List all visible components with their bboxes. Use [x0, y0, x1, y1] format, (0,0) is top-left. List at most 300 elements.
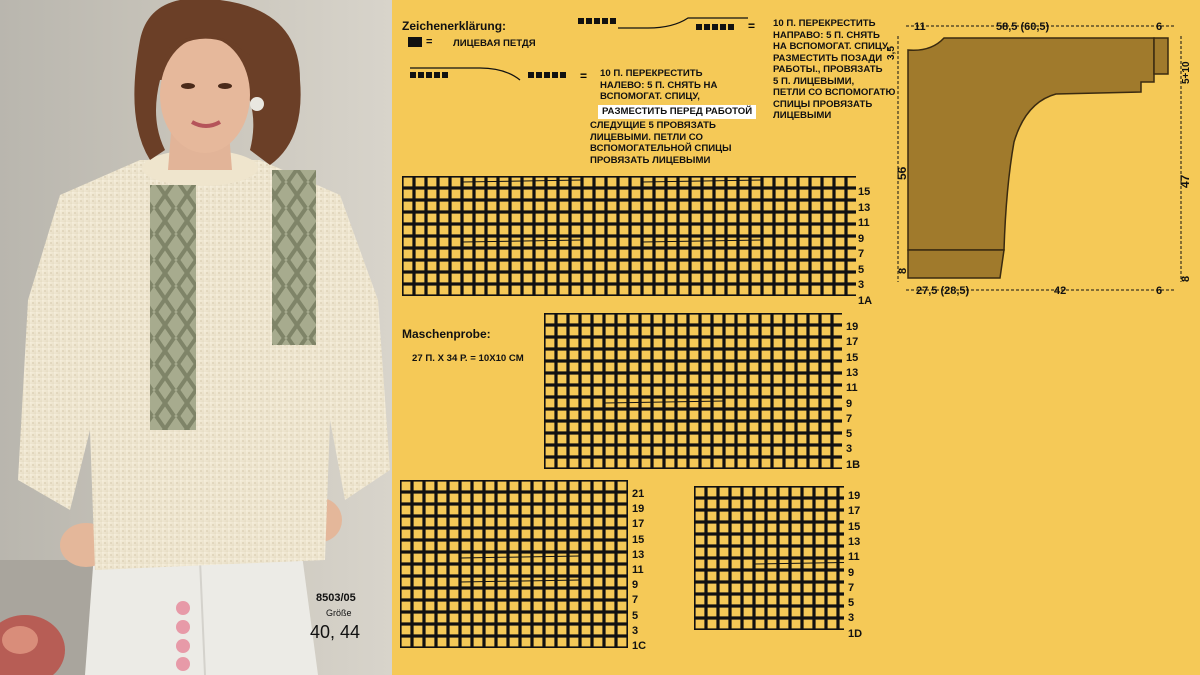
chart-cell — [582, 423, 591, 432]
chart-cell — [696, 608, 705, 617]
row-number: 3 — [632, 624, 639, 637]
chart-cell — [780, 608, 789, 617]
dim-left-bottom: 8 — [897, 267, 909, 274]
chart-cell — [680, 190, 689, 199]
chart-cell — [792, 512, 801, 521]
chart-cell — [452, 262, 461, 271]
chart-cell — [524, 190, 533, 199]
chart-cell — [732, 500, 741, 509]
chart-cell — [452, 274, 461, 283]
chart-cell — [690, 363, 699, 372]
chart-cell — [488, 226, 497, 235]
chart-cell — [438, 638, 447, 647]
chart-cell — [816, 560, 825, 569]
chart-cell — [810, 351, 819, 360]
chart-cell — [548, 190, 557, 199]
chart-cell — [768, 500, 777, 509]
chart-cell — [606, 339, 615, 348]
chart-cell — [738, 315, 747, 324]
chart-cell — [840, 548, 844, 557]
chart-cell — [546, 327, 555, 336]
chart-cell — [822, 447, 831, 456]
chart-cell — [570, 578, 579, 587]
chart-cell — [558, 626, 567, 635]
chart-cell — [654, 363, 663, 372]
chart-cell — [804, 536, 813, 545]
chart-cell — [716, 226, 725, 235]
chart-cell — [404, 238, 413, 247]
chart-cell — [792, 524, 801, 533]
chart-cell — [572, 286, 581, 295]
row-number: 19 — [846, 321, 859, 333]
chart-cell — [812, 190, 821, 199]
chart-cell — [534, 542, 543, 551]
chart-cell — [632, 238, 641, 247]
chart-cell — [474, 590, 483, 599]
chart-cell — [644, 286, 653, 295]
chart-cell — [476, 286, 485, 295]
chart-cell — [666, 327, 675, 336]
chart-cell — [594, 638, 603, 647]
chart-cell — [800, 250, 809, 259]
chart-cell — [836, 250, 845, 259]
chart-cell — [714, 435, 723, 444]
chart-cell — [816, 584, 825, 593]
chart-cell — [402, 638, 411, 647]
chart-cell — [426, 602, 435, 611]
chart-cell — [692, 262, 701, 271]
row-number: 3 — [846, 443, 853, 456]
chart-cell — [750, 411, 759, 420]
chart-cell — [546, 638, 555, 647]
chart-cell — [726, 375, 735, 384]
size-label: Größe — [326, 608, 352, 618]
chart-cell — [848, 286, 856, 295]
chart-cell — [596, 214, 605, 223]
chart-cell — [584, 178, 593, 187]
chart-cell — [500, 250, 509, 259]
chart-cell — [834, 411, 842, 420]
chart-cell — [414, 506, 423, 515]
chart-cell — [668, 190, 677, 199]
chart-cell — [618, 387, 627, 396]
chart-cell — [402, 602, 411, 611]
chart-cell — [450, 626, 459, 635]
chart-cell — [774, 411, 783, 420]
chart-cell — [720, 536, 729, 545]
chart-cell — [464, 226, 473, 235]
chart-cell — [732, 608, 741, 617]
chart-cell — [618, 327, 627, 336]
chart-cell — [630, 387, 639, 396]
chart-cell — [594, 518, 603, 527]
chart-cell — [792, 500, 801, 509]
chart-cell — [828, 584, 837, 593]
chart-cell — [512, 226, 521, 235]
chart-cell — [452, 250, 461, 259]
chart-cell — [620, 202, 629, 211]
chart-cell — [558, 542, 567, 551]
chart-cell — [536, 226, 545, 235]
chart-cell — [464, 250, 473, 259]
chart-cell — [836, 178, 845, 187]
chart-cell — [642, 363, 651, 372]
chart-cell — [426, 482, 435, 491]
chart-cell — [692, 178, 701, 187]
chart-cell — [584, 190, 593, 199]
chart-cell — [570, 566, 579, 575]
chart-cell — [594, 435, 603, 444]
chart-cell — [788, 178, 797, 187]
chart-cell — [618, 315, 627, 324]
chart-cell — [524, 178, 533, 187]
chart-cell — [644, 190, 653, 199]
chart-cell — [500, 190, 509, 199]
chart-cell — [678, 351, 687, 360]
chart-cell — [728, 202, 737, 211]
chart-cell — [560, 238, 569, 247]
chart-cell — [764, 250, 773, 259]
chart-cell — [536, 262, 545, 271]
chart-cell — [834, 339, 842, 348]
row-number: 15 — [848, 520, 861, 533]
chart-cell — [546, 435, 555, 444]
knit-label: ЛИЦЕВАЯ ПЕТДЯ — [453, 38, 536, 49]
chart-cell — [498, 614, 507, 623]
chart-cell — [704, 238, 713, 247]
chart-cell — [570, 494, 579, 503]
chart-cell — [522, 482, 531, 491]
chart-cell — [812, 214, 821, 223]
chart-cell — [546, 494, 555, 503]
chart-cell — [762, 411, 771, 420]
chart-cell — [774, 315, 783, 324]
gauge-value: 27 П. Х 34 Р. = 10Х10 СМ — [412, 353, 524, 364]
chart-cell — [848, 214, 856, 223]
chart-cell — [522, 614, 531, 623]
chart-cell — [732, 572, 741, 581]
chart-cell — [800, 286, 809, 295]
chart-cell — [618, 375, 627, 384]
dim-top-width: 58,5 (60,5) — [996, 21, 1050, 33]
chart-cell — [762, 447, 771, 456]
chart-cell — [812, 226, 821, 235]
dim-right-mid: 47 — [1178, 174, 1192, 188]
chart-cell — [632, 250, 641, 259]
chart-cell — [714, 447, 723, 456]
chart-cell — [738, 411, 747, 420]
chart-cell — [776, 202, 785, 211]
row-number: 13 — [848, 535, 861, 548]
chart-cell — [716, 262, 725, 271]
chart-cell — [582, 435, 591, 444]
chart-cell — [570, 411, 579, 420]
chart-cell — [740, 202, 749, 211]
chart-cell — [438, 626, 447, 635]
chart-cell — [572, 202, 581, 211]
chart-cell — [558, 375, 567, 384]
chart-cell — [810, 339, 819, 348]
chart-cell — [618, 566, 627, 575]
chart-cell — [548, 238, 557, 247]
chart-cell — [522, 590, 531, 599]
chart-cell — [764, 286, 773, 295]
chart-cell — [452, 286, 461, 295]
chart-cell — [462, 494, 471, 503]
row-number: 11 — [632, 564, 644, 576]
chart-cell — [738, 387, 747, 396]
chart-cell — [630, 459, 639, 468]
chart-cell — [476, 214, 485, 223]
chart-cell — [402, 554, 411, 563]
row-number: 9 — [632, 579, 639, 592]
row-number: 21 — [632, 488, 645, 500]
chart-cell — [800, 274, 809, 283]
chart-cell — [800, 226, 809, 235]
left-cross-highlight: РАЗМЕСТИТЬ ПЕРЕД РАБОТОЙ — [598, 105, 756, 119]
chart-cell — [752, 238, 761, 247]
chart-cell — [810, 411, 819, 420]
chart-cell — [768, 620, 777, 629]
chart-cell — [618, 411, 627, 420]
chart-cell — [804, 560, 813, 569]
chart-cell — [728, 226, 737, 235]
chart-cell — [810, 375, 819, 384]
chart-cell — [750, 363, 759, 372]
chart-cell — [510, 566, 519, 575]
chart-cell — [768, 572, 777, 581]
chart-cell — [618, 447, 627, 456]
chart-cell — [486, 626, 495, 635]
chart-cell — [606, 411, 615, 420]
chart-cell — [666, 411, 675, 420]
chart-cell — [510, 554, 519, 563]
chart-cell — [558, 351, 567, 360]
row-number: 7 — [632, 594, 639, 607]
chart-cell — [594, 542, 603, 551]
chart-cell — [810, 459, 819, 468]
chart-cell — [606, 494, 615, 503]
row-number: 11 — [846, 382, 858, 395]
chart-cell — [582, 339, 591, 348]
chart-cell — [558, 482, 567, 491]
chart-cell — [618, 339, 627, 348]
chart-cell — [500, 262, 509, 271]
chart-cell — [594, 459, 603, 468]
chart-cell — [798, 315, 807, 324]
chart-cell — [654, 327, 663, 336]
knit-symbol-icon — [408, 37, 422, 47]
chart-cell — [438, 542, 447, 551]
chart-cell — [558, 411, 567, 420]
chart-cell — [744, 536, 753, 545]
chart-cell — [812, 178, 821, 187]
chart-cell — [816, 524, 825, 533]
chart-cell — [836, 202, 845, 211]
chart-cell — [570, 387, 579, 396]
chart-cell — [690, 315, 699, 324]
chart-cell — [822, 387, 831, 396]
chart-cell — [816, 572, 825, 581]
chart-cell — [582, 590, 591, 599]
chart-cell — [726, 459, 735, 468]
chart-cell — [678, 375, 687, 384]
chart-cell — [708, 524, 717, 533]
chart-cell — [534, 566, 543, 575]
chart-cell — [500, 274, 509, 283]
chart-cell — [708, 608, 717, 617]
chart-cell — [630, 423, 639, 432]
chart-cell — [822, 411, 831, 420]
chart-cell — [450, 530, 459, 539]
chart-cell — [618, 638, 627, 647]
chart-cell — [716, 250, 725, 259]
chart-cell — [486, 614, 495, 623]
chart-cell — [678, 315, 687, 324]
chart-cell — [522, 494, 531, 503]
chart-cell — [548, 202, 557, 211]
chart-cell — [476, 250, 485, 259]
chart-cell — [594, 387, 603, 396]
chart-cell — [804, 500, 813, 509]
chart-cell — [714, 423, 723, 432]
chart-cell — [558, 447, 567, 456]
chart-cell — [666, 375, 675, 384]
chart-cell — [512, 190, 521, 199]
chart-cell — [594, 423, 603, 432]
chart-cell — [780, 620, 789, 629]
row-number: 15 — [858, 186, 871, 198]
chart-cell — [800, 238, 809, 247]
chart-cell — [534, 638, 543, 647]
chart-cell — [594, 315, 603, 324]
chart-cell — [726, 339, 735, 348]
chart-cell — [498, 602, 507, 611]
chart-cell — [792, 560, 801, 569]
chart-cell — [596, 286, 605, 295]
chart-cell — [654, 339, 663, 348]
chart-cell — [764, 238, 773, 247]
chart-cell — [836, 190, 845, 199]
chart-cell — [768, 584, 777, 593]
chart-cell — [732, 620, 741, 629]
chart-cell — [774, 351, 783, 360]
chart-cell — [732, 536, 741, 545]
chart-cell — [486, 638, 495, 647]
chart-cell — [642, 315, 651, 324]
chart-cell — [840, 524, 844, 533]
chart-cell — [668, 262, 677, 271]
chart-cell — [786, 375, 795, 384]
chart-cell — [756, 500, 765, 509]
chart-cell — [824, 238, 833, 247]
chart-cell — [570, 506, 579, 515]
chart-cell — [572, 274, 581, 283]
g1d-svg — [694, 486, 844, 630]
chart-cell — [840, 572, 844, 581]
chart-cell — [558, 518, 567, 527]
chart-cell — [558, 614, 567, 623]
row-number: 3 — [848, 612, 855, 625]
size-values: 40, 44 — [310, 622, 361, 642]
chart-cell — [744, 548, 753, 557]
chart-cell — [500, 178, 509, 187]
chart-cell — [426, 542, 435, 551]
chart-cell — [510, 494, 519, 503]
chart-cell — [696, 560, 705, 569]
chart-cell — [738, 375, 747, 384]
chart-cell — [690, 327, 699, 336]
chart-cell — [438, 590, 447, 599]
chart-cell — [764, 202, 773, 211]
chart-cell — [824, 262, 833, 271]
chart-cell — [486, 494, 495, 503]
chart-cell — [594, 482, 603, 491]
chart-cell — [404, 190, 413, 199]
chart-cell — [720, 560, 729, 569]
chart-cell — [728, 262, 737, 271]
chart-cell — [632, 190, 641, 199]
chart-cell — [404, 178, 413, 187]
chart-cell — [440, 238, 449, 247]
chart-cell — [498, 542, 507, 551]
chart-cell — [414, 602, 423, 611]
chart-cell — [798, 447, 807, 456]
chart-cell — [654, 411, 663, 420]
chart-cell — [680, 250, 689, 259]
chart-cell — [474, 506, 483, 515]
chart-cell — [848, 178, 856, 187]
chart-cell — [582, 327, 591, 336]
chart-cell — [582, 566, 591, 575]
chart-cell — [800, 202, 809, 211]
chart-cell — [828, 548, 837, 557]
chart-cell — [744, 596, 753, 605]
chart-cell — [546, 554, 555, 563]
chart-cell — [498, 494, 507, 503]
chart-cell — [678, 387, 687, 396]
chart-cell — [414, 518, 423, 527]
chart-cell — [560, 286, 569, 295]
chart-cell — [642, 447, 651, 456]
chart-cell — [752, 250, 761, 259]
chart-cell — [774, 447, 783, 456]
chart-cell — [620, 238, 629, 247]
chart-cell — [510, 614, 519, 623]
chart-cell — [704, 202, 713, 211]
chart-cell — [654, 387, 663, 396]
chart-cell — [558, 638, 567, 647]
chart-cell — [680, 274, 689, 283]
chart-cell — [596, 202, 605, 211]
chart-cell — [606, 566, 615, 575]
chart-cell — [732, 560, 741, 569]
chart-cell — [788, 202, 797, 211]
chart-cell — [696, 500, 705, 509]
chart-cell — [696, 524, 705, 533]
chart-cell — [546, 339, 555, 348]
chart-cell — [488, 202, 497, 211]
chart-cell — [756, 596, 765, 605]
chart-cell — [834, 375, 842, 384]
chart-cell — [606, 315, 615, 324]
chart-cell — [702, 459, 711, 468]
chart-cell — [572, 226, 581, 235]
chart-cell — [486, 518, 495, 527]
chart-cell — [488, 190, 497, 199]
chart-cell — [452, 214, 461, 223]
chart-cell — [654, 315, 663, 324]
